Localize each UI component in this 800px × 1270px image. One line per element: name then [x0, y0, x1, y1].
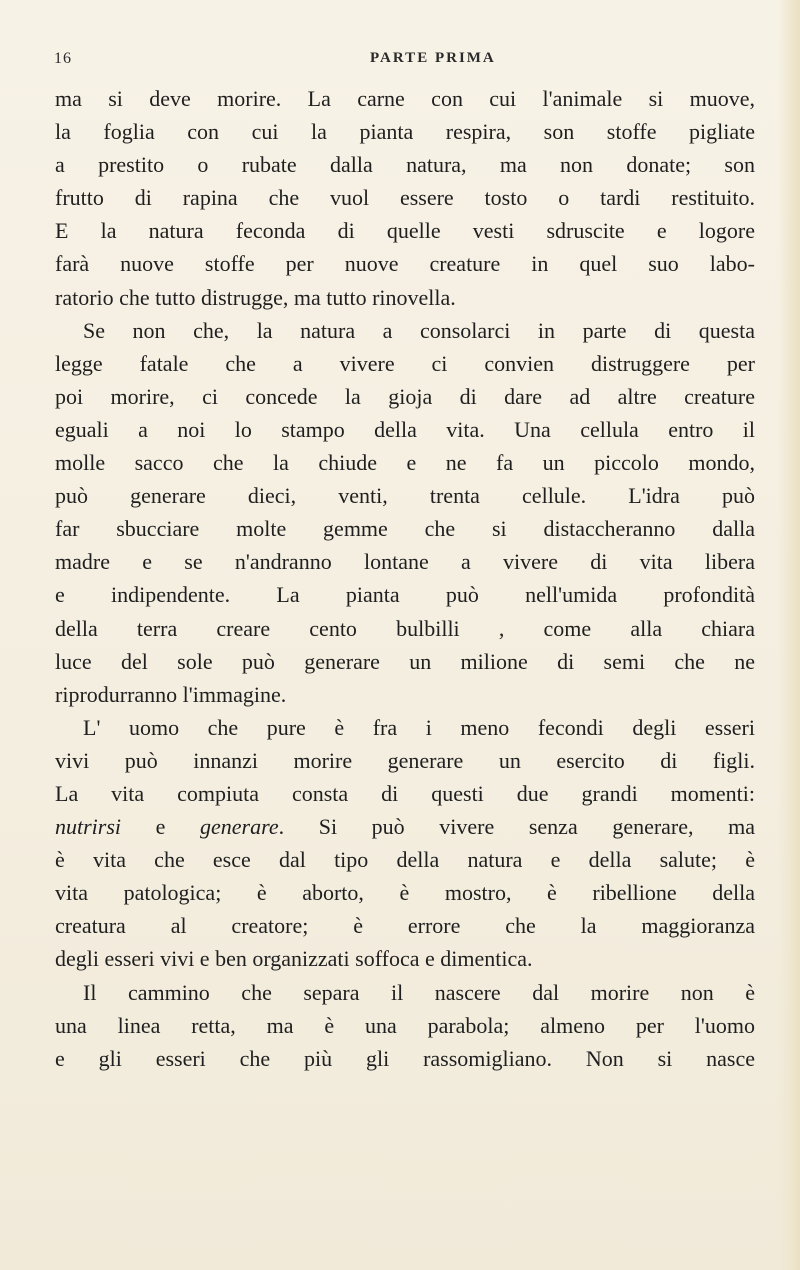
text-line: molle sacco che la chiude e ne fa un piccolo mondo,: [55, 450, 755, 476]
text-line: eguali a noi lo stampo della vita. Una cellula entro il: [55, 416, 755, 442]
text-line: è vita che esce dal tipo della natura e della salute; è: [55, 847, 755, 873]
text-line: La vita compiuta consta di questi due grandi momenti:: [55, 780, 755, 806]
text-line: a prestito o rubate dalla natura, ma non donate; son: [55, 152, 755, 178]
text-line: della terra creare cento bulbilli , come alla chiara: [55, 615, 755, 641]
text-line: ratorio che tutto distrugge, ma tutto rinovella.: [55, 284, 456, 310]
text-line: vita patologica; è aborto, è mostro, è ribellione della: [55, 880, 755, 906]
text-line: far sbucciare molte gemme che si distaccheranno dalla: [55, 516, 755, 542]
text-line-italic-terms: [55, 810, 755, 843]
italic-term: nutrirsi: [55, 814, 122, 840]
text-line: Se non che, la natura a consolarci in parte di questa: [83, 317, 755, 343]
text-line: una linea retta, ma è una parabola; almeno per l'uomo: [55, 1012, 755, 1038]
text-line: può generare dieci, venti, trenta cellule. L'idra può: [55, 483, 755, 509]
text-line: degli esseri vivi e ben organizzati soffoca e dimentica.: [55, 946, 533, 972]
text-line: creatura al creatore; è errore che la maggioranza: [55, 913, 755, 939]
text-line: poi morire, ci concede la gioja di dare ad altre creature: [55, 383, 755, 409]
text-line: vivi può innanzi morire generare un esercito di figli.: [55, 747, 755, 773]
running-title: PARTE PRIMA: [370, 50, 496, 66]
text-line: legge fatale che a vivere ci convien distruggere per: [55, 350, 755, 376]
italic-term: generare: [200, 814, 279, 840]
text-line: riprodurranno l'immagine.: [55, 681, 287, 707]
text-line: ma si deve morire. La carne con cui l'animale si muove,: [55, 86, 755, 111]
text-line: e indipendente. La pianta può nell'umida profondità: [55, 582, 755, 608]
text-line: farà nuove stoffe per nuove creature in quel suo labo-: [55, 251, 755, 277]
text-line: E la natura feconda di quelle vesti sdruscite e logore: [55, 218, 755, 244]
text-fragment: e: [121, 814, 201, 840]
page-number: 16: [54, 50, 72, 67]
text-line: Il cammino che separa il nascere dal morire non è: [83, 979, 755, 1005]
text-line: la foglia con cui la pianta respira, son stoffe pigliate: [55, 119, 755, 145]
running-header: [50, 50, 750, 72]
text-fragment: . Si può vivere senza generare, ma: [278, 814, 756, 840]
page-edge-shadow: [778, 0, 800, 1270]
body-text: [55, 82, 755, 1075]
text-line: luce del sole può generare un milione di semi che ne: [55, 648, 755, 674]
text-line: L' uomo che pure è fra i meno fecondi degli esseri: [83, 714, 755, 740]
text-line: frutto di rapina che vuol essere tosto o tardi restituito.: [55, 185, 755, 211]
text-line: e gli esseri che più gli rassomigliano. Non si nasce: [55, 1045, 755, 1071]
text-line: madre e se n'andranno lontane a vivere di vita libera: [55, 549, 755, 575]
